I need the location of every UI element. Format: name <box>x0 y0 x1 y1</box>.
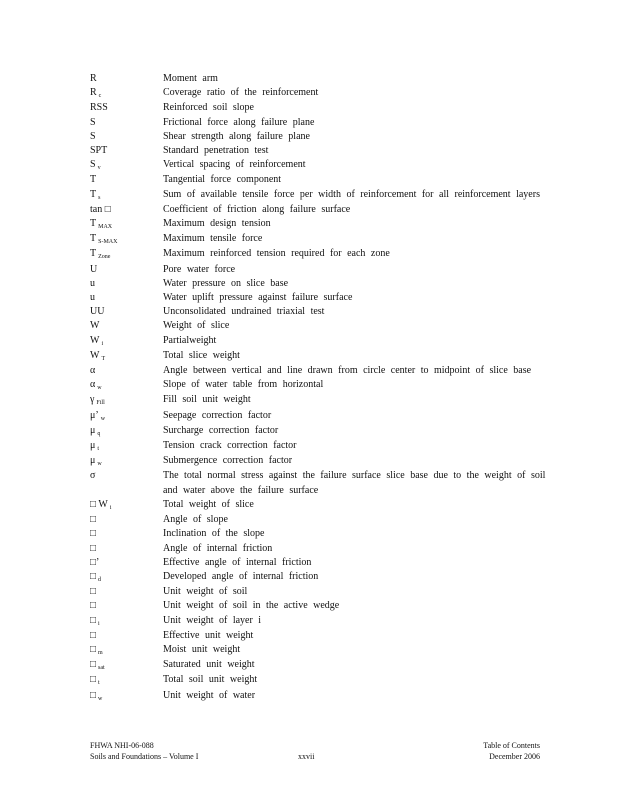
glossary-definition: Weight of slice <box>163 320 230 332</box>
symbol-main: W <box>90 334 100 346</box>
glossary-row <box>90 570 550 585</box>
glossary-symbol <box>90 614 163 629</box>
glossary-symbol <box>90 173 163 187</box>
glossary-row <box>90 439 550 454</box>
glossary-row <box>90 498 550 513</box>
symbol-main: □ <box>90 643 97 655</box>
symbol-main: SPT <box>90 145 108 157</box>
glossary-definition: Sum of available tensile force per width of reinforcement for all reinforcement layers <box>163 188 540 200</box>
glossary-definition: Water uplift pressure against failure surface <box>163 292 353 304</box>
glossary-symbol <box>90 72 163 86</box>
symbol-subscript: T <box>101 355 106 362</box>
glossary-row <box>90 527 550 541</box>
symbol-main: □ <box>90 600 97 612</box>
footer-agency: FHWA NHI-06-088 <box>90 741 154 750</box>
glossary-definition: Unit weight of soil <box>163 586 248 598</box>
glossary-definition: Tension crack correction factor <box>163 440 297 452</box>
glossary-symbol <box>90 130 163 144</box>
symbol-main: □ <box>90 629 97 641</box>
glossary-symbol <box>90 364 163 378</box>
glossary-row <box>90 116 550 130</box>
glossary-definition: Moment arm <box>163 73 218 84</box>
symbol-subscript: q <box>97 430 101 437</box>
symbol-main: □ <box>90 542 97 554</box>
glossary-definition: Maximum tensile force <box>163 233 263 245</box>
symbol-main: □ <box>90 674 97 686</box>
glossary-definition: Total weight of slice <box>163 498 254 510</box>
symbol-subscript: w <box>97 461 102 468</box>
symbol-main: □ <box>90 514 97 526</box>
glossary-definition: Frictional force along failure plane <box>163 116 315 128</box>
symbol-main: □ <box>90 689 97 701</box>
glossary-row <box>90 319 550 333</box>
symbol-main: σ <box>90 470 96 482</box>
glossary-row <box>90 364 550 378</box>
glossary-definition: Saturated unit weight <box>163 659 255 671</box>
symbol-subscript: Fill <box>96 400 105 407</box>
symbol-main: □ <box>90 528 97 540</box>
glossary-row <box>90 217 550 232</box>
glossary-symbol <box>90 101 163 115</box>
glossary-row <box>90 689 550 704</box>
glossary-row <box>90 72 550 86</box>
footer-course: Soils and Foundations – Volume I <box>90 752 199 761</box>
glossary-symbol <box>90 158 163 173</box>
symbol-subscript: w <box>97 385 102 392</box>
glossary-symbol <box>90 527 163 541</box>
glossary-definition: Effective unit weight <box>163 629 254 641</box>
symbol-subscript: S-MAX <box>98 239 118 246</box>
symbol-glossary <box>90 72 550 704</box>
glossary-symbol <box>90 378 163 393</box>
symbol-subscript: i <box>109 504 112 511</box>
glossary-row <box>90 424 550 439</box>
glossary-symbol <box>90 643 163 658</box>
symbol-subscript: MAX <box>98 224 113 231</box>
symbol-main: RSS <box>90 102 108 114</box>
glossary-symbol <box>90 217 163 232</box>
glossary-definition: Unit weight of soil in the active wedge <box>163 600 340 612</box>
symbol-main: α <box>90 379 96 391</box>
glossary-symbol <box>90 689 163 704</box>
glossary-symbol <box>90 570 163 585</box>
symbol-main: u <box>90 292 95 304</box>
glossary-symbol <box>90 277 163 291</box>
glossary-definition: Coefficient of friction along failure surface <box>163 203 351 215</box>
symbol-main: T <box>90 233 97 245</box>
glossary-definition: Fill soil unit weight <box>163 394 251 406</box>
glossary-row <box>90 643 550 658</box>
glossary-symbol <box>90 424 163 439</box>
glossary-definition: Total slice weight <box>163 349 240 361</box>
glossary-definition: Partialweight <box>163 334 217 346</box>
glossary-definition: Inclination of the slope <box>163 528 265 540</box>
glossary-symbol <box>90 556 163 570</box>
glossary-row <box>90 513 550 527</box>
symbol-main: μ <box>90 455 96 467</box>
glossary-definition: Vertical spacing of reinforcement <box>163 159 306 171</box>
glossary-symbol <box>90 188 163 203</box>
glossary-row <box>90 334 550 349</box>
glossary-row <box>90 188 550 203</box>
symbol-main: □ <box>90 570 97 582</box>
glossary-symbol <box>90 203 163 217</box>
glossary-symbol <box>90 513 163 527</box>
glossary-definition: Shear strength along failure plane <box>163 130 310 142</box>
symbol-main: R <box>90 73 97 84</box>
glossary-symbol <box>90 86 163 101</box>
symbol-subscript: t <box>97 446 100 453</box>
glossary-row <box>90 469 550 497</box>
glossary-symbol <box>90 498 163 513</box>
symbol-main: T <box>90 218 97 230</box>
glossary-definition: Unit weight of layer i <box>163 614 262 626</box>
glossary-symbol <box>90 469 163 497</box>
glossary-row <box>90 101 550 115</box>
glossary-row <box>90 203 550 217</box>
symbol-subscript: v <box>97 165 101 172</box>
glossary-definition: Surcharge correction factor <box>163 424 279 436</box>
glossary-row <box>90 349 550 364</box>
glossary-symbol <box>90 232 163 247</box>
glossary-definition: Water pressure on slice base <box>163 277 289 289</box>
glossary-definition: Tangential force component <box>163 174 282 186</box>
glossary-row <box>90 291 550 305</box>
symbol-subscript: s <box>98 194 101 201</box>
glossary-row <box>90 173 550 187</box>
symbol-main: α <box>90 365 96 377</box>
symbol-main: □’ <box>90 556 100 568</box>
glossary-definition: Unit weight of water <box>163 689 256 701</box>
glossary-symbol <box>90 454 163 469</box>
page-footer <box>90 740 540 762</box>
glossary-definition: Angle of internal friction <box>163 542 273 554</box>
glossary-row <box>90 158 550 173</box>
symbol-subscript: Zone <box>98 254 111 261</box>
glossary-row <box>90 556 550 570</box>
symbol-main: u <box>90 277 95 289</box>
glossary-row <box>90 673 550 688</box>
glossary-definition: Unconsolidated undrained triaxial test <box>163 306 325 318</box>
glossary-row <box>90 629 550 643</box>
glossary-symbol <box>90 144 163 158</box>
glossary-symbol <box>90 409 163 424</box>
glossary-definition: Angle between vertical and line drawn from circle center to midpoint of slice base <box>163 365 532 377</box>
glossary-definition: Effective angle of internal friction <box>163 556 312 568</box>
symbol-main: □ <box>90 659 97 671</box>
symbol-main: □ W <box>90 498 108 510</box>
glossary-definition: Developed angle of internal friction <box>163 570 319 582</box>
glossary-row <box>90 263 550 277</box>
glossary-row <box>90 409 550 424</box>
glossary-row <box>90 144 550 158</box>
symbol-main: T <box>90 248 97 260</box>
glossary-row <box>90 585 550 599</box>
glossary-definition: Maximum reinforced tension required for each zone <box>163 248 390 260</box>
symbol-subscript: c <box>98 93 102 100</box>
symbol-main: S <box>90 130 96 142</box>
glossary-symbol <box>90 349 163 364</box>
symbol-main: UU <box>90 306 105 318</box>
symbol-main: □ <box>90 586 97 598</box>
glossary-row <box>90 599 550 613</box>
glossary-definition: Pore water force <box>163 263 236 275</box>
footer-section: Table of Contents <box>483 741 540 750</box>
glossary-definition: Standard penetration test <box>163 145 269 157</box>
symbol-subscript: w <box>100 415 106 422</box>
glossary-symbol <box>90 291 163 305</box>
glossary-symbol <box>90 305 163 319</box>
glossary-symbol <box>90 673 163 688</box>
symbol-subscript: d <box>98 576 102 583</box>
symbol-main: R <box>90 87 97 99</box>
glossary-row <box>90 277 550 291</box>
glossary-definition: Coverage ratio of the reinforcement <box>163 87 319 99</box>
glossary-row <box>90 86 550 101</box>
glossary-symbol <box>90 599 163 613</box>
glossary-symbol <box>90 116 163 130</box>
glossary-symbol <box>90 393 163 408</box>
symbol-main: T <box>90 188 97 200</box>
symbol-subscript: i <box>98 620 100 627</box>
symbol-main: U <box>90 263 98 275</box>
symbol-subscript: w <box>98 695 103 702</box>
glossary-row <box>90 247 550 262</box>
symbol-main: tan □ <box>90 203 111 215</box>
glossary-row <box>90 378 550 393</box>
glossary-symbol <box>90 439 163 454</box>
glossary-symbol <box>90 585 163 599</box>
footer-date: December 2006 <box>489 752 540 761</box>
glossary-definition: Seepage correction factor <box>163 409 272 421</box>
glossary-definition: Angle of slope <box>163 514 228 526</box>
symbol-main: S <box>90 159 96 171</box>
glossary-row <box>90 454 550 469</box>
symbol-main: μ <box>90 424 96 436</box>
symbol-main: μ <box>90 440 96 452</box>
symbol-main: W <box>90 320 100 332</box>
footer-page-number: xxvii <box>298 752 315 761</box>
glossary-definition: Maximum design tension <box>163 218 271 230</box>
symbol-subscript: m <box>98 649 103 656</box>
glossary-definition: Total soil unit weight <box>163 674 258 686</box>
glossary-symbol <box>90 319 163 333</box>
glossary-row <box>90 658 550 673</box>
glossary-symbol <box>90 629 163 643</box>
glossary-definition: The total normal stress against the failure surface slice base due to the weight of soil and water above the failure surface <box>163 470 546 496</box>
glossary-symbol <box>90 658 163 673</box>
symbol-main: S <box>90 116 96 128</box>
glossary-row <box>90 542 550 556</box>
symbol-subscript: i <box>101 340 104 347</box>
glossary-definition: Submergence correction factor <box>163 455 293 467</box>
glossary-row <box>90 305 550 319</box>
glossary-row <box>90 232 550 247</box>
symbol-subscript: sat <box>98 665 105 672</box>
glossary-row <box>90 393 550 408</box>
glossary-row <box>90 130 550 144</box>
symbol-main: W <box>90 349 100 361</box>
glossary-definition: Slope of water table from horizontal <box>163 379 324 391</box>
symbol-main: γ <box>90 394 95 406</box>
symbol-main: μ’ <box>90 409 99 421</box>
symbol-main: T <box>90 174 97 186</box>
glossary-symbol <box>90 263 163 277</box>
glossary-symbol <box>90 334 163 349</box>
symbol-main: □ <box>90 614 97 626</box>
glossary-definition: Moist unit weight <box>163 643 241 655</box>
glossary-symbol <box>90 247 163 262</box>
glossary-row <box>90 614 550 629</box>
glossary-symbol <box>90 542 163 556</box>
glossary-definition: Reinforced soil slope <box>163 102 254 114</box>
symbol-subscript: t <box>98 680 100 687</box>
